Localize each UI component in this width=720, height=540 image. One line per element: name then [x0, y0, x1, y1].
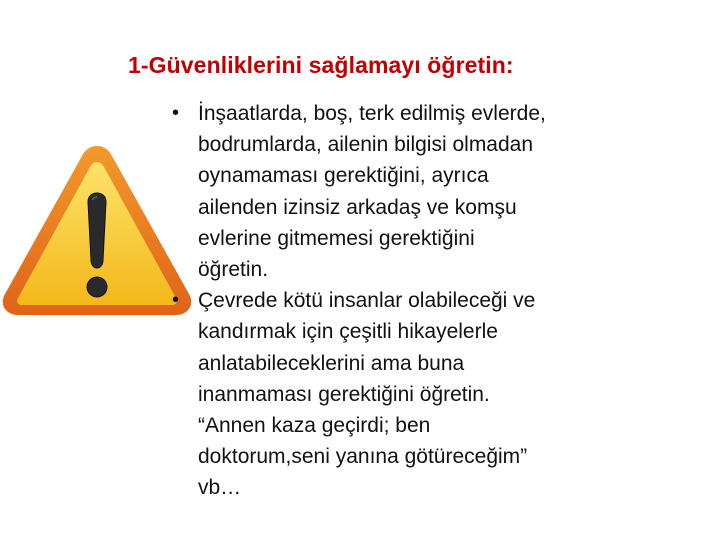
list-item [166, 285, 626, 503]
list-item [166, 98, 626, 285]
bullet-list [166, 98, 626, 504]
bullet-text: Çevrede kötü insanlar olabileceği ve kandırmak için çeşitli hikayelerle anlatabileceklerini ama buna inanmaması gerektiğini öğretin. “Annen kaza geçirdi; ben doktorum,seni yanına götüreceğim” vb… [198, 289, 536, 500]
bullet-marker: • [172, 102, 180, 124]
bullet-marker: • [172, 289, 180, 312]
bullet-text: İnşaatlarda, boş, terk edilmiş evlerde, bodrumlarda, ailenin bilgisi olmadan oynamaması gerektiğini, ayrıca ailenden izinsiz arkadaş ve komşu evlerine gitmemesi gerektiğini öğretin. [198, 102, 546, 282]
slide-title: 1-Güvenliklerini sağlamayı öğretin: [128, 52, 514, 78]
content-body [166, 98, 626, 504]
